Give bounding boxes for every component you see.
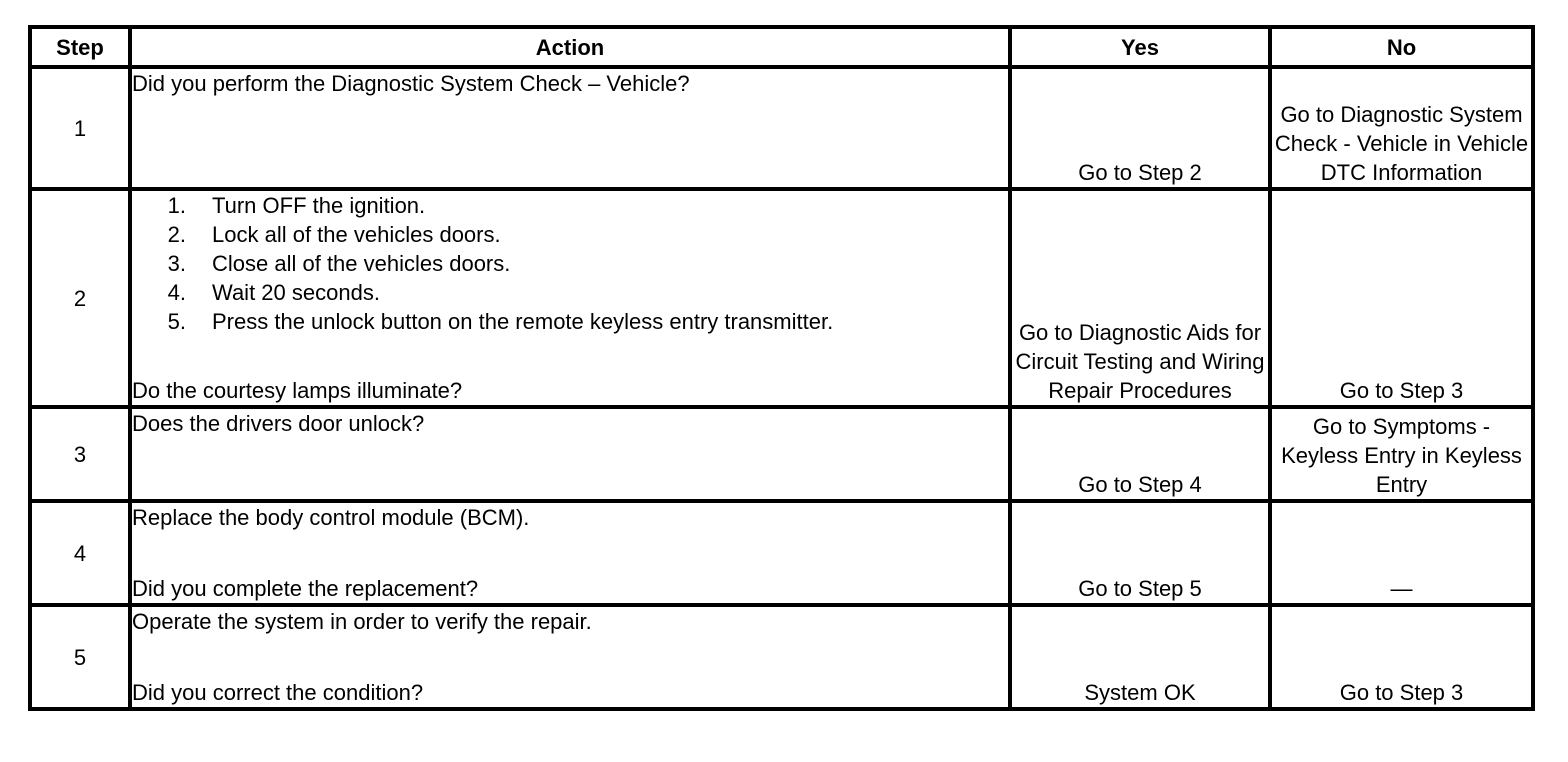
table-row <box>30 67 1533 189</box>
action-text: Replace the body control module (BCM). <box>132 505 530 530</box>
question-text: Do the courtesy lamps illuminate? <box>132 378 463 403</box>
action-cell <box>130 605 1010 709</box>
list-item: 2. Lock all of the vehicles doors. <box>167 222 501 247</box>
header-no: No <box>1270 27 1533 67</box>
list-item: 1. Turn OFF the ignition. <box>167 193 426 218</box>
list-item: 3. Close all of the vehicles doors. <box>167 251 511 276</box>
diagnostic-table <box>28 25 1535 711</box>
table-header-row <box>30 27 1533 67</box>
yes-cell: Go to Step 5 <box>1010 501 1270 605</box>
table-row <box>30 501 1533 605</box>
action-text: Operate the system in order to verify the repair. <box>132 609 592 634</box>
step-number: 2 <box>30 189 130 407</box>
step-number: 5 <box>30 605 130 709</box>
header-action: Action <box>130 27 1010 67</box>
table-row <box>30 407 1533 501</box>
table-row <box>30 605 1533 709</box>
question-text: Did you complete the replacement? <box>132 576 479 601</box>
step-number: 1 <box>30 67 130 189</box>
no-cell: Go to Symptoms - Keyless Entry in Keyless Entry <box>1270 407 1533 501</box>
action-cell <box>130 501 1010 605</box>
header-step: Step <box>30 27 130 67</box>
table-row <box>30 189 1533 407</box>
list-item: 4. Wait 20 seconds. <box>167 280 380 305</box>
yes-cell: Go to Step 4 <box>1010 407 1270 501</box>
list-item: 5. Press the unlock button on the remote keyless entry transmitter. <box>167 309 834 334</box>
no-cell: Go to Step 3 <box>1270 605 1533 709</box>
action-cell <box>130 407 1010 501</box>
no-cell: Go to Step 3 <box>1270 189 1533 407</box>
step-number: 4 <box>30 501 130 605</box>
action-cell <box>130 67 1010 189</box>
step-number: 3 <box>30 407 130 501</box>
no-cell: — <box>1270 501 1533 605</box>
question-text: Did you correct the condition? <box>132 680 424 705</box>
procedure-list <box>132 191 1008 336</box>
header-yes: Yes <box>1010 27 1270 67</box>
action-text: Does the drivers door unlock? <box>132 411 425 436</box>
no-cell: Go to Diagnostic System Check - Vehicle in Vehicle DTC Information <box>1270 67 1533 189</box>
yes-cell: Go to Diagnostic Aids for Circuit Testing and Wiring Repair Procedures <box>1010 189 1270 407</box>
yes-cell: Go to Step 2 <box>1010 67 1270 189</box>
yes-cell: System OK <box>1010 605 1270 709</box>
action-text: Did you perform the Diagnostic System Check – Vehicle? <box>132 71 690 96</box>
action-cell <box>130 189 1010 407</box>
